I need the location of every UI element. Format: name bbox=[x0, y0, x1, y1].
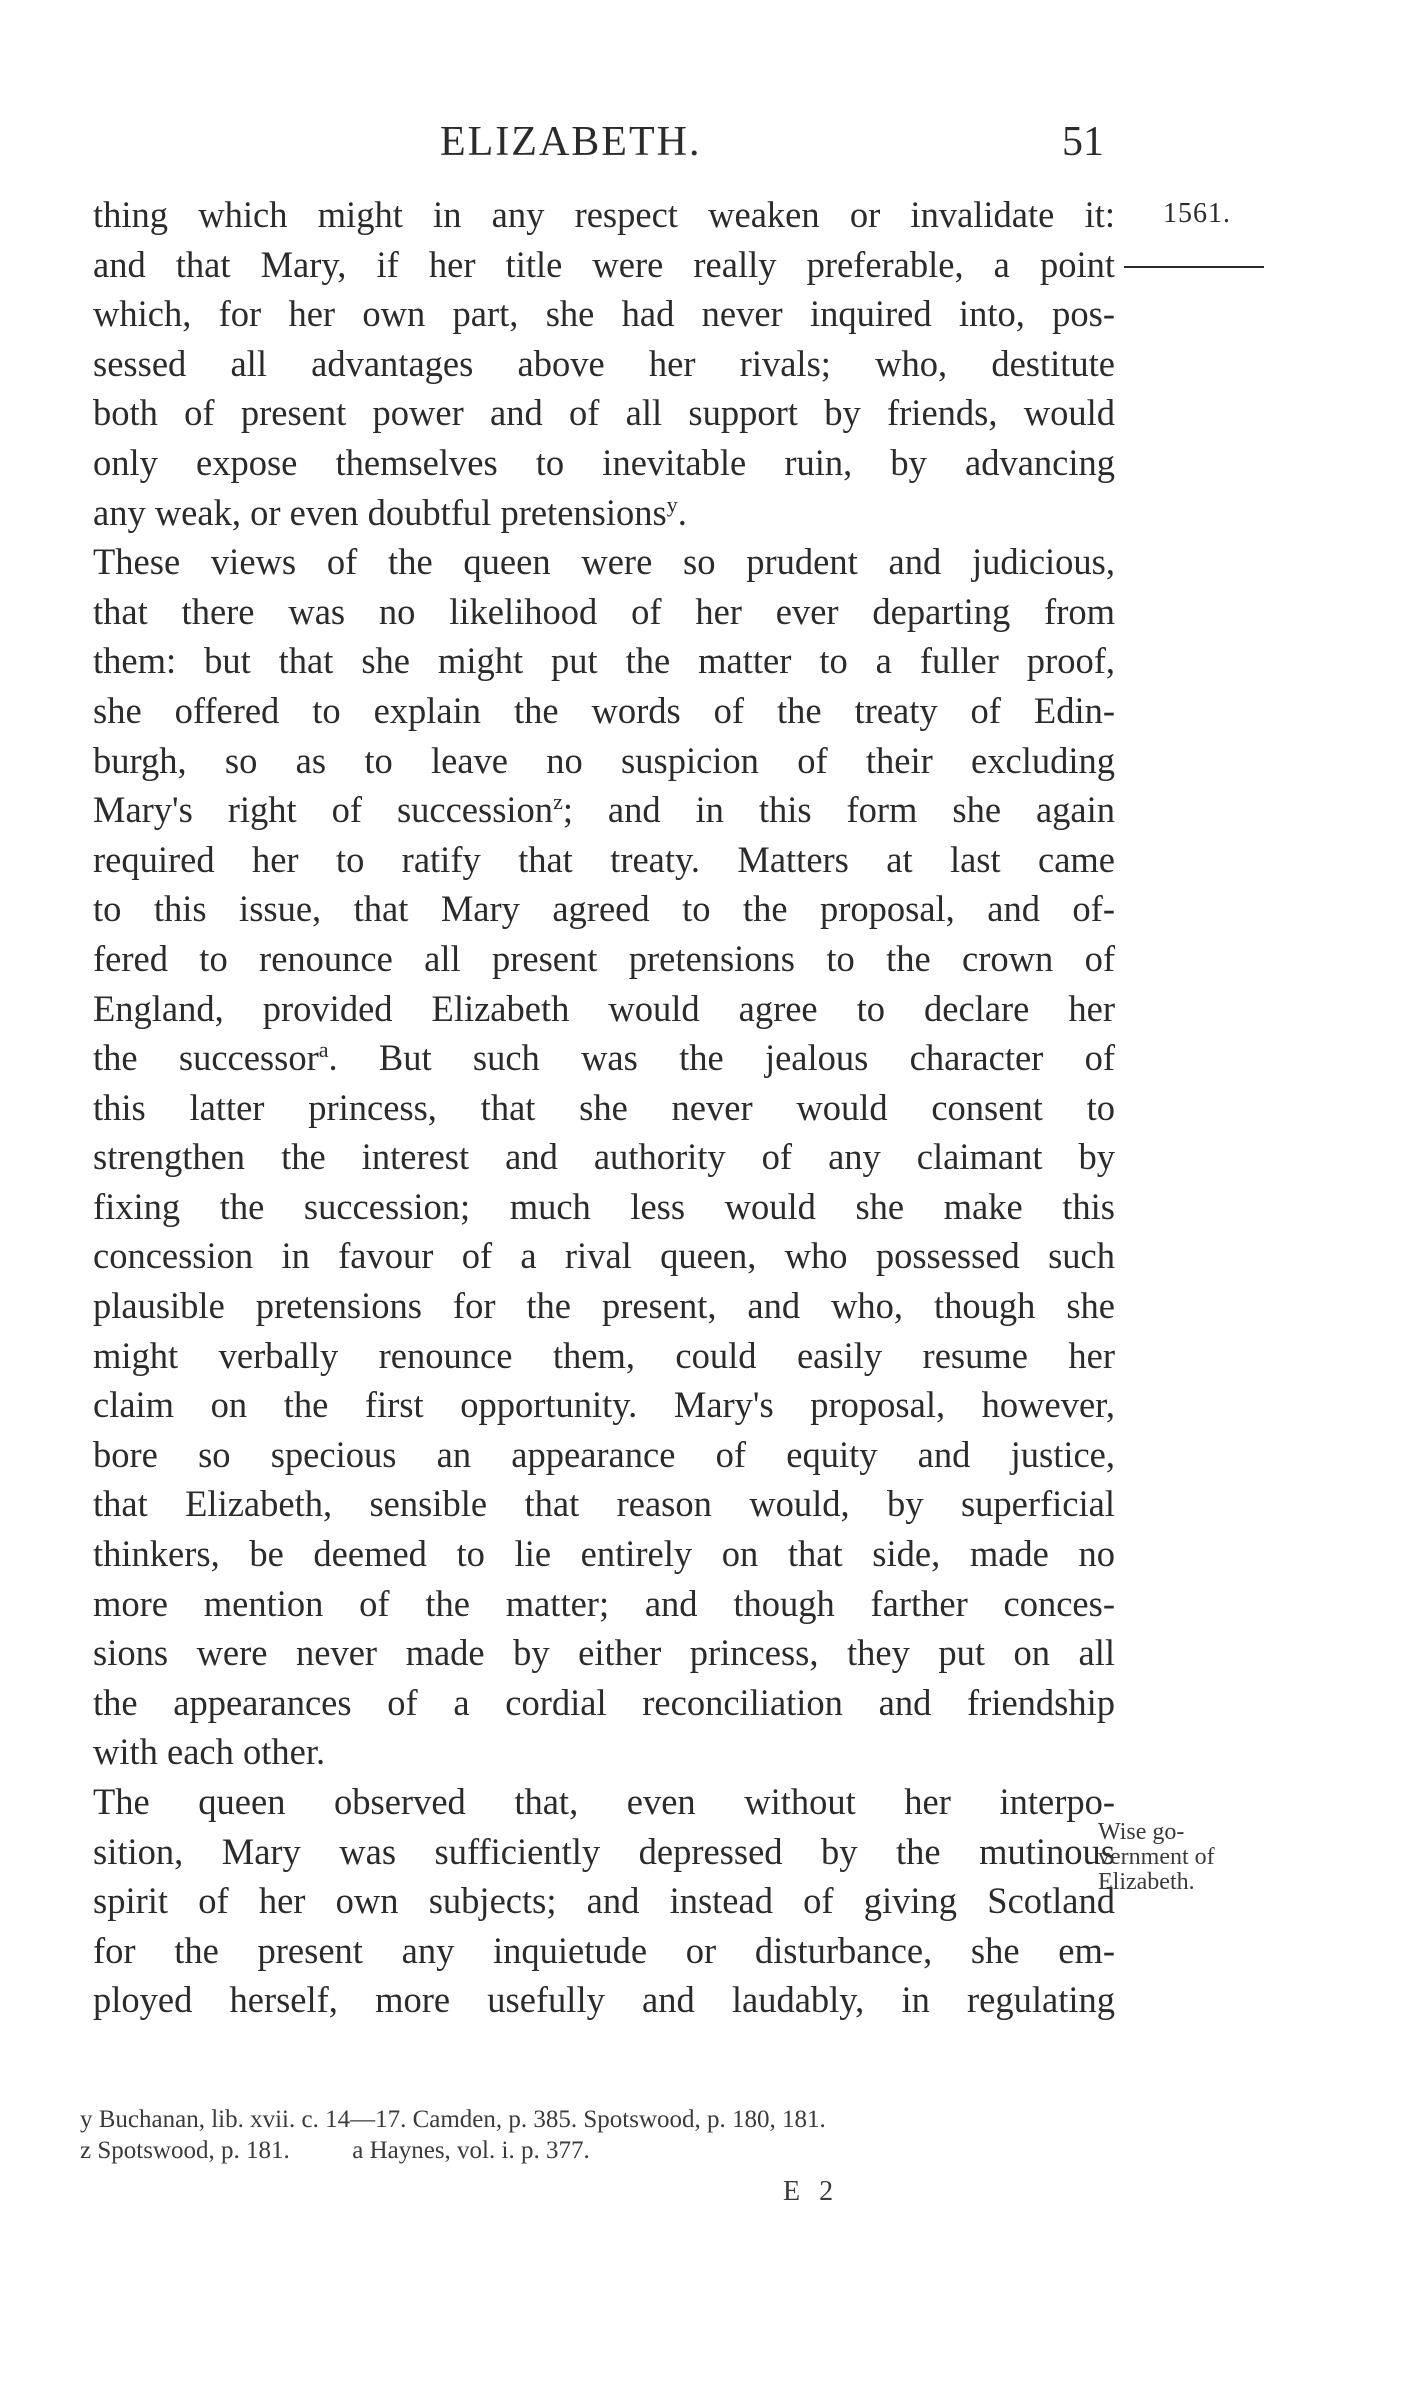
text-line: bore so specious an appearance of equity and justice, bbox=[93, 1433, 1115, 1475]
text-line: claim on the first opportunity. Mary's proposal, however, bbox=[93, 1384, 1115, 1426]
text-line: burgh, so as to leave no suspicion of their excluding bbox=[93, 739, 1115, 781]
text-line: the appearances of a cordial reconciliation and friendship bbox=[93, 1681, 1115, 1723]
text-line: that Elizabeth, sensible that reason would, by superficial bbox=[93, 1483, 1115, 1525]
text-line: that there was no likelihood of her ever departing from bbox=[93, 590, 1115, 632]
text-line: them: but that she might put the matter to a fuller proof, bbox=[93, 640, 1115, 682]
body-text bbox=[93, 190, 1115, 2025]
text-line bbox=[93, 488, 1115, 538]
text-line: only expose themselves to inevitable ruin, by advancing bbox=[93, 441, 1115, 483]
text-line: to this issue, that Mary agreed to the proposal, and of- bbox=[93, 888, 1115, 930]
text-line: England, provided Elizabeth would agree to declare her bbox=[93, 987, 1115, 1029]
text-line: The queen observed that, even without her interpo- bbox=[93, 1781, 1115, 1822]
margin-year: 1561. bbox=[1163, 198, 1231, 229]
text-line bbox=[93, 785, 1115, 835]
text-segment: the successor bbox=[93, 1037, 319, 1079]
footnote-ref-a: a bbox=[318, 1036, 329, 1062]
sidenote-line: Wise go- bbox=[1098, 1819, 1185, 1845]
text-line: for the present any inquietude or disturbance, she em- bbox=[93, 1929, 1115, 1971]
text-line: thinkers, be deemed to lie entirely on that side, made no bbox=[93, 1533, 1115, 1575]
text-line: plausible pretensions for the present, and who, though she bbox=[93, 1285, 1115, 1327]
text-line: concession in favour of a rival queen, who possessed such bbox=[93, 1235, 1115, 1277]
sidenote-line: Elizabeth. bbox=[1098, 1869, 1195, 1895]
text-segment: . bbox=[677, 491, 687, 533]
text-line: sions were never made by either princess, they put on all bbox=[93, 1632, 1115, 1674]
text-line: she offered to explain the words of the treaty of Edin- bbox=[93, 689, 1115, 731]
text-line: sition, Mary was sufficiently depressed by the mutinous bbox=[93, 1830, 1115, 1872]
signature-mark: E 2 bbox=[783, 2176, 840, 2207]
running-head-title: ELIZABETH. bbox=[440, 119, 702, 165]
sidenote-line: vernment of bbox=[1098, 1844, 1215, 1870]
text-line: more mention of the matter; and though farther conces- bbox=[93, 1582, 1115, 1624]
text-line: which, for her own part, she had never inquired into, pos- bbox=[93, 293, 1115, 335]
text-line: fixing the succession; much less would she make this bbox=[93, 1185, 1115, 1227]
text-segment: ; and in this form she again bbox=[562, 789, 1115, 831]
text-line: spirit of her own subjects; and instead of giving Scotland bbox=[93, 1880, 1115, 1922]
text-line: ployed herself, more usefully and laudably, in regulating bbox=[93, 1979, 1115, 2021]
text-line: sessed all advantages above her rivals; who, destitute bbox=[93, 342, 1115, 384]
marginal-sidenote bbox=[1098, 1820, 1215, 1895]
text-line: both of present power and of all support by friends, would bbox=[93, 392, 1115, 434]
text-line bbox=[93, 1033, 1115, 1083]
footnote-ref-y: y bbox=[666, 491, 678, 517]
margin-rule bbox=[1124, 266, 1264, 268]
footnote-ref-z: z bbox=[553, 788, 563, 814]
text-line: with each other. bbox=[93, 1731, 326, 1773]
text-line: thing which might in any respect weaken or invalidate it: bbox=[93, 194, 1115, 235]
text-line: might verbally renounce them, could easily resume her bbox=[93, 1334, 1115, 1376]
footnotes bbox=[80, 2104, 1120, 2166]
text-line: this latter princess, that she never would consent to bbox=[93, 1086, 1115, 1128]
text-line: fered to renounce all present pretensions to the crown of bbox=[93, 937, 1115, 979]
text-line: required her to ratify that treaty. Matters at last came bbox=[93, 838, 1115, 880]
footnote-line: z Spotswood, p. 181. a Haynes, vol. i. p. 377. bbox=[80, 2137, 590, 2164]
footnote-line: y Buchanan, lib. xvii. c. 14—17. Camden, p. 385. Spotswood, p. 180, 181. bbox=[80, 2106, 826, 2133]
text-line: strengthen the interest and authority of any claimant by bbox=[93, 1136, 1115, 1178]
text-line: and that Mary, if her title were really preferable, a point bbox=[93, 243, 1115, 285]
page-number: 51 bbox=[1062, 119, 1104, 165]
text-segment: any weak, or even doubtful pretensions bbox=[93, 491, 667, 533]
text-line: These views of the queen were so prudent and judicious, bbox=[93, 541, 1115, 583]
text-segment: Mary's right of succession bbox=[93, 789, 554, 831]
text-segment: . But such was the jealous character of bbox=[328, 1037, 1115, 1079]
